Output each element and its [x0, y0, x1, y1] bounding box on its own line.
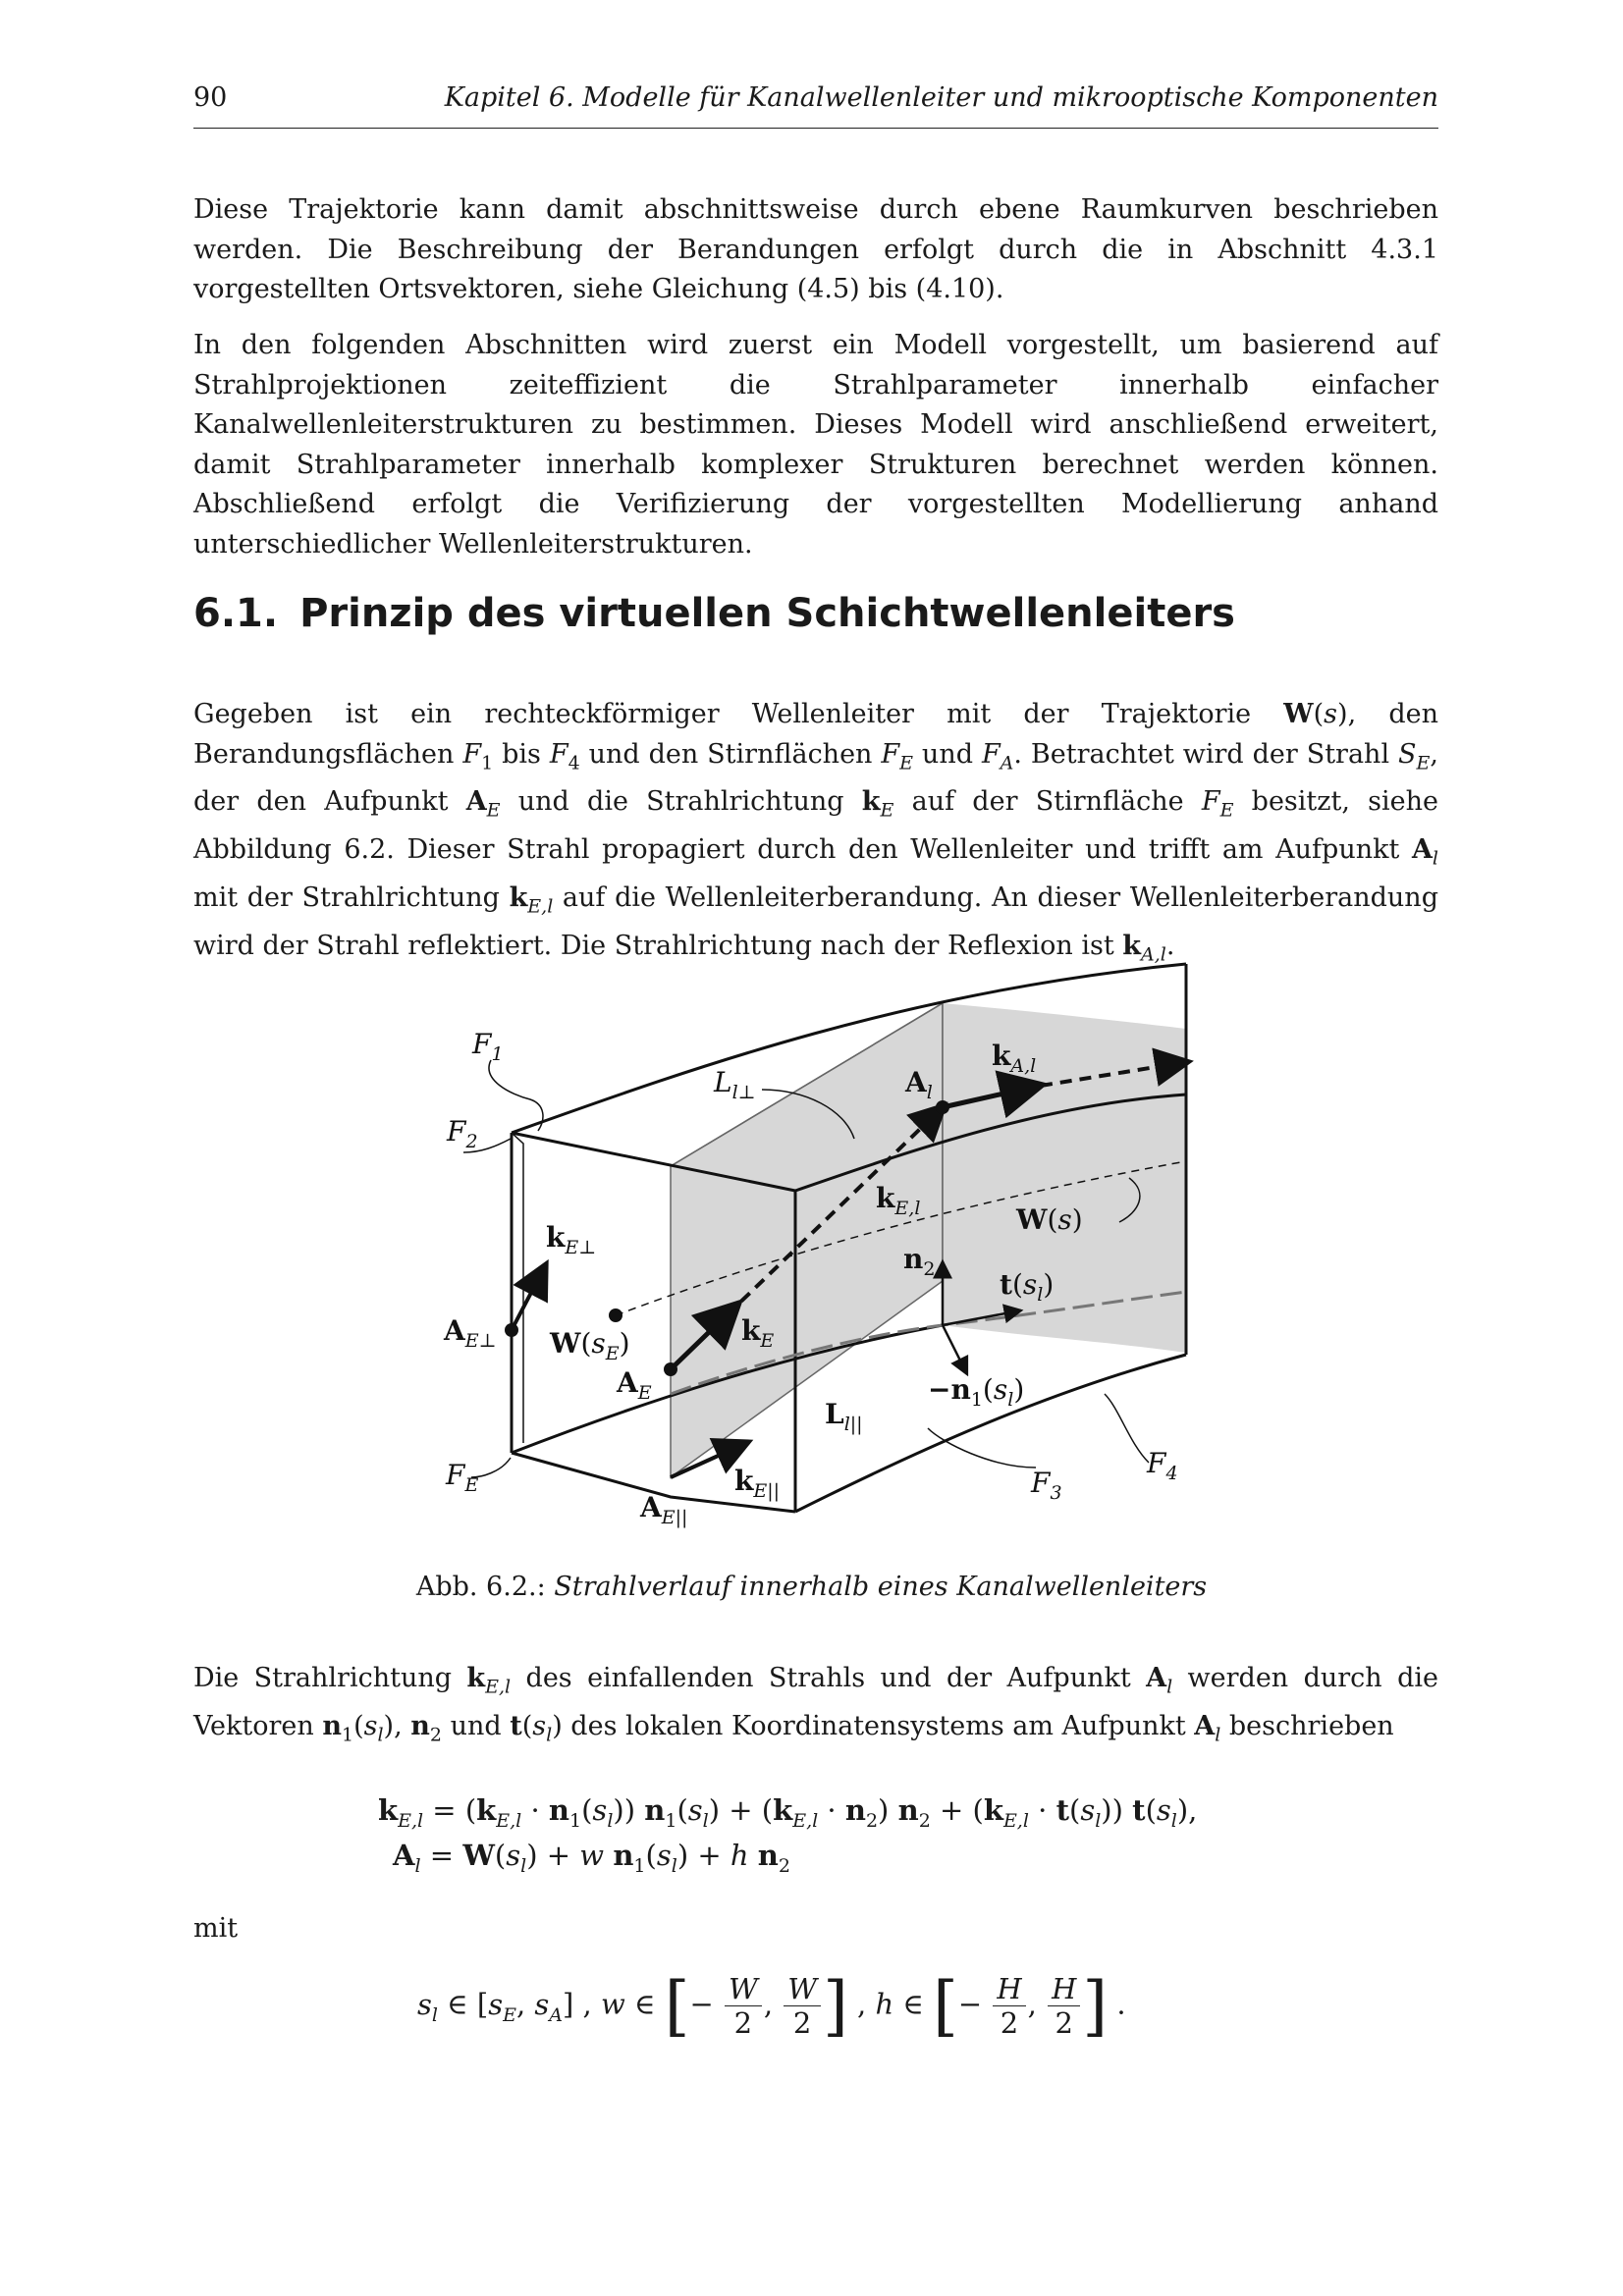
label-tsl: $t(s_l)$ — [1000, 1268, 1055, 1306]
equation-Al: $A_l = W(s_l) + w$ $n_1(s_l) + h$ $n_2$ — [393, 1839, 790, 1877]
point-WsE — [609, 1308, 622, 1322]
point-AEperp — [505, 1323, 518, 1337]
equation-ranges: $s_l$ ∈ [$s_E$, $s_A$] , w ∈ [− $\frac{W}{2}$ , $\frac{W}{2}$ ] , h ∈ [− $\frac{H}{2}$ , $\frac{H}{2}$ ] . — [417, 1968, 1126, 2044]
point-Al — [936, 1100, 949, 1114]
label-Ws: W(s) — [1016, 1203, 1083, 1236]
equation-kEl: $k_{E,l} = (k_{E,l} \cdot n_1(s_l)) n_1(s_l) + (k_{E,l} \cdot n_2) n_2 + (k_{E,l} \cdot t(s_l))$ $t(s_l)$, — [378, 1793, 1198, 1832]
paragraph-3-prefix: Gegeben ist ein rechteckförmiger Wellenleiter mit der Trajektorie — [193, 699, 1252, 729]
paragraph-5: Die Strahlrichtung $k_{E,l}$ des einfallenden Strahls und der Aufpunkt $A_l$ werden durch die Vektoren $n_1(s_l)$, $n_2$ und $t(s_l)$ des lokalen Koordinatensystems am Aufpunkt $A_l$ beschrieben — [193, 1663, 1438, 1746]
label-Ll-perp: $L_{l\perp}$ — [714, 1066, 756, 1103]
paragraph-5-prefix: Die Strahlrichtung — [193, 1663, 453, 1693]
paragraph-2: In den folgenden Abschnitten wird zuerst ein Modell vorgestellt, um basierend auf Strahlprojektionen zeiteffizient die Strahlparameter innerhalb einfacher Kanalwellenleiterstrukturen zu bestimmen. Dieses Modell wird anschließend erweitert, damit Strahlparameter innerhalb komplexer Strukturen berechnet werden können. Abschließend erfolgt die Verifizierung der vorgestellten Modellierung anhand unterschiedlicher Wellenleiterstrukturen. — [193, 330, 1438, 560]
section-title: Prinzip des virtuellen Schichtwellenleiters — [299, 591, 1235, 636]
paragraph-1: Diese Trajektorie kann damit abschnittsweise durch ebene Raumkurven beschrieben werden. Die Beschreibung der Berandungen erfolgt durch die in Abschnitt 4.3.1 vorgestellten Ortsvektoren, siehe Gleichung (4.5) bis (4.10). — [193, 194, 1438, 304]
paragraph-3: Gegeben ist ein rechteckförmiger Wellenleiter mit der Trajektorie W(s), den Berandungsflächen $F_1$ bis $F_4$ und den Stirnflächen $F_E$ und $F_A$. Betrachtet wird der Strahl $S_E$, der den Aufpunkt $A_E$ und die Strahlrichtung $k_E$ auf der Stirnfläche $F_E$ besitzt, siehe Abbildung 6.2. Dieser Strahl propagiert durch den Wellenleiter und trifft am Aufpunkt $A_l$ mit der Strahlrichtung $k_{E,l}$ auf die Wellenleiterberandung. An dieser Wellenleiterberandung wird der Strahl reflektiert. Die Strahlrichtung nach der Reflexion ist $k_{A,l}$. — [193, 699, 1439, 966]
label-n2: $n_2$ — [903, 1243, 936, 1280]
label-kEpar: $k_{E||}$ — [734, 1465, 781, 1502]
point-AE — [664, 1362, 677, 1376]
page-number: 90 — [193, 82, 228, 113]
figure-caption — [0, 1572, 1623, 1602]
label-Al: $A_l$ — [905, 1066, 933, 1103]
label-AEpar: $A_{E||}$ — [640, 1491, 688, 1528]
label-F1: $F_1$ — [472, 1028, 504, 1065]
label-n1sl: $-n_1(s_l)$ — [928, 1373, 1025, 1411]
label-AEperp: $A_{E\perp}$ — [444, 1314, 497, 1352]
word-mit: mit — [193, 1913, 239, 1944]
label-AE: $A_E$ — [617, 1366, 652, 1404]
right-plane — [943, 1003, 1186, 1353]
caption-text: Strahlverlauf innerhalb eines Kanalwellenleiters — [554, 1572, 1208, 1602]
label-kE: $k_E$ — [741, 1314, 775, 1352]
label-F3: $F_3$ — [1031, 1467, 1062, 1504]
arrow-n1sl — [943, 1325, 967, 1374]
label-Ll-par: $L_{l||}$ — [825, 1398, 863, 1435]
arrow-kEperp — [512, 1266, 545, 1330]
label-WsE: $W(s_E)$ — [550, 1327, 630, 1364]
label-Ws-hidden: W(s) — [0, 0, 3, 1]
label-FE: $F_E$ — [446, 1459, 479, 1496]
label-F2: $F_2$ — [447, 1115, 478, 1152]
label-kAl: $k_{A,l}$ — [992, 1040, 1037, 1077]
section-number: 6.1. — [193, 591, 279, 636]
label-kEperp: $k_{E\perp}$ — [546, 1221, 597, 1258]
running-title: Kapitel 6. Modelle für Kanalwellenleiter und mikrooptische Komponenten — [444, 82, 1438, 113]
label-kEl: $k_{E,l}$ — [876, 1182, 921, 1219]
label-F4: $F_4$ — [1147, 1447, 1178, 1484]
caption-label: Abb. 6.2.: — [415, 1572, 546, 1602]
